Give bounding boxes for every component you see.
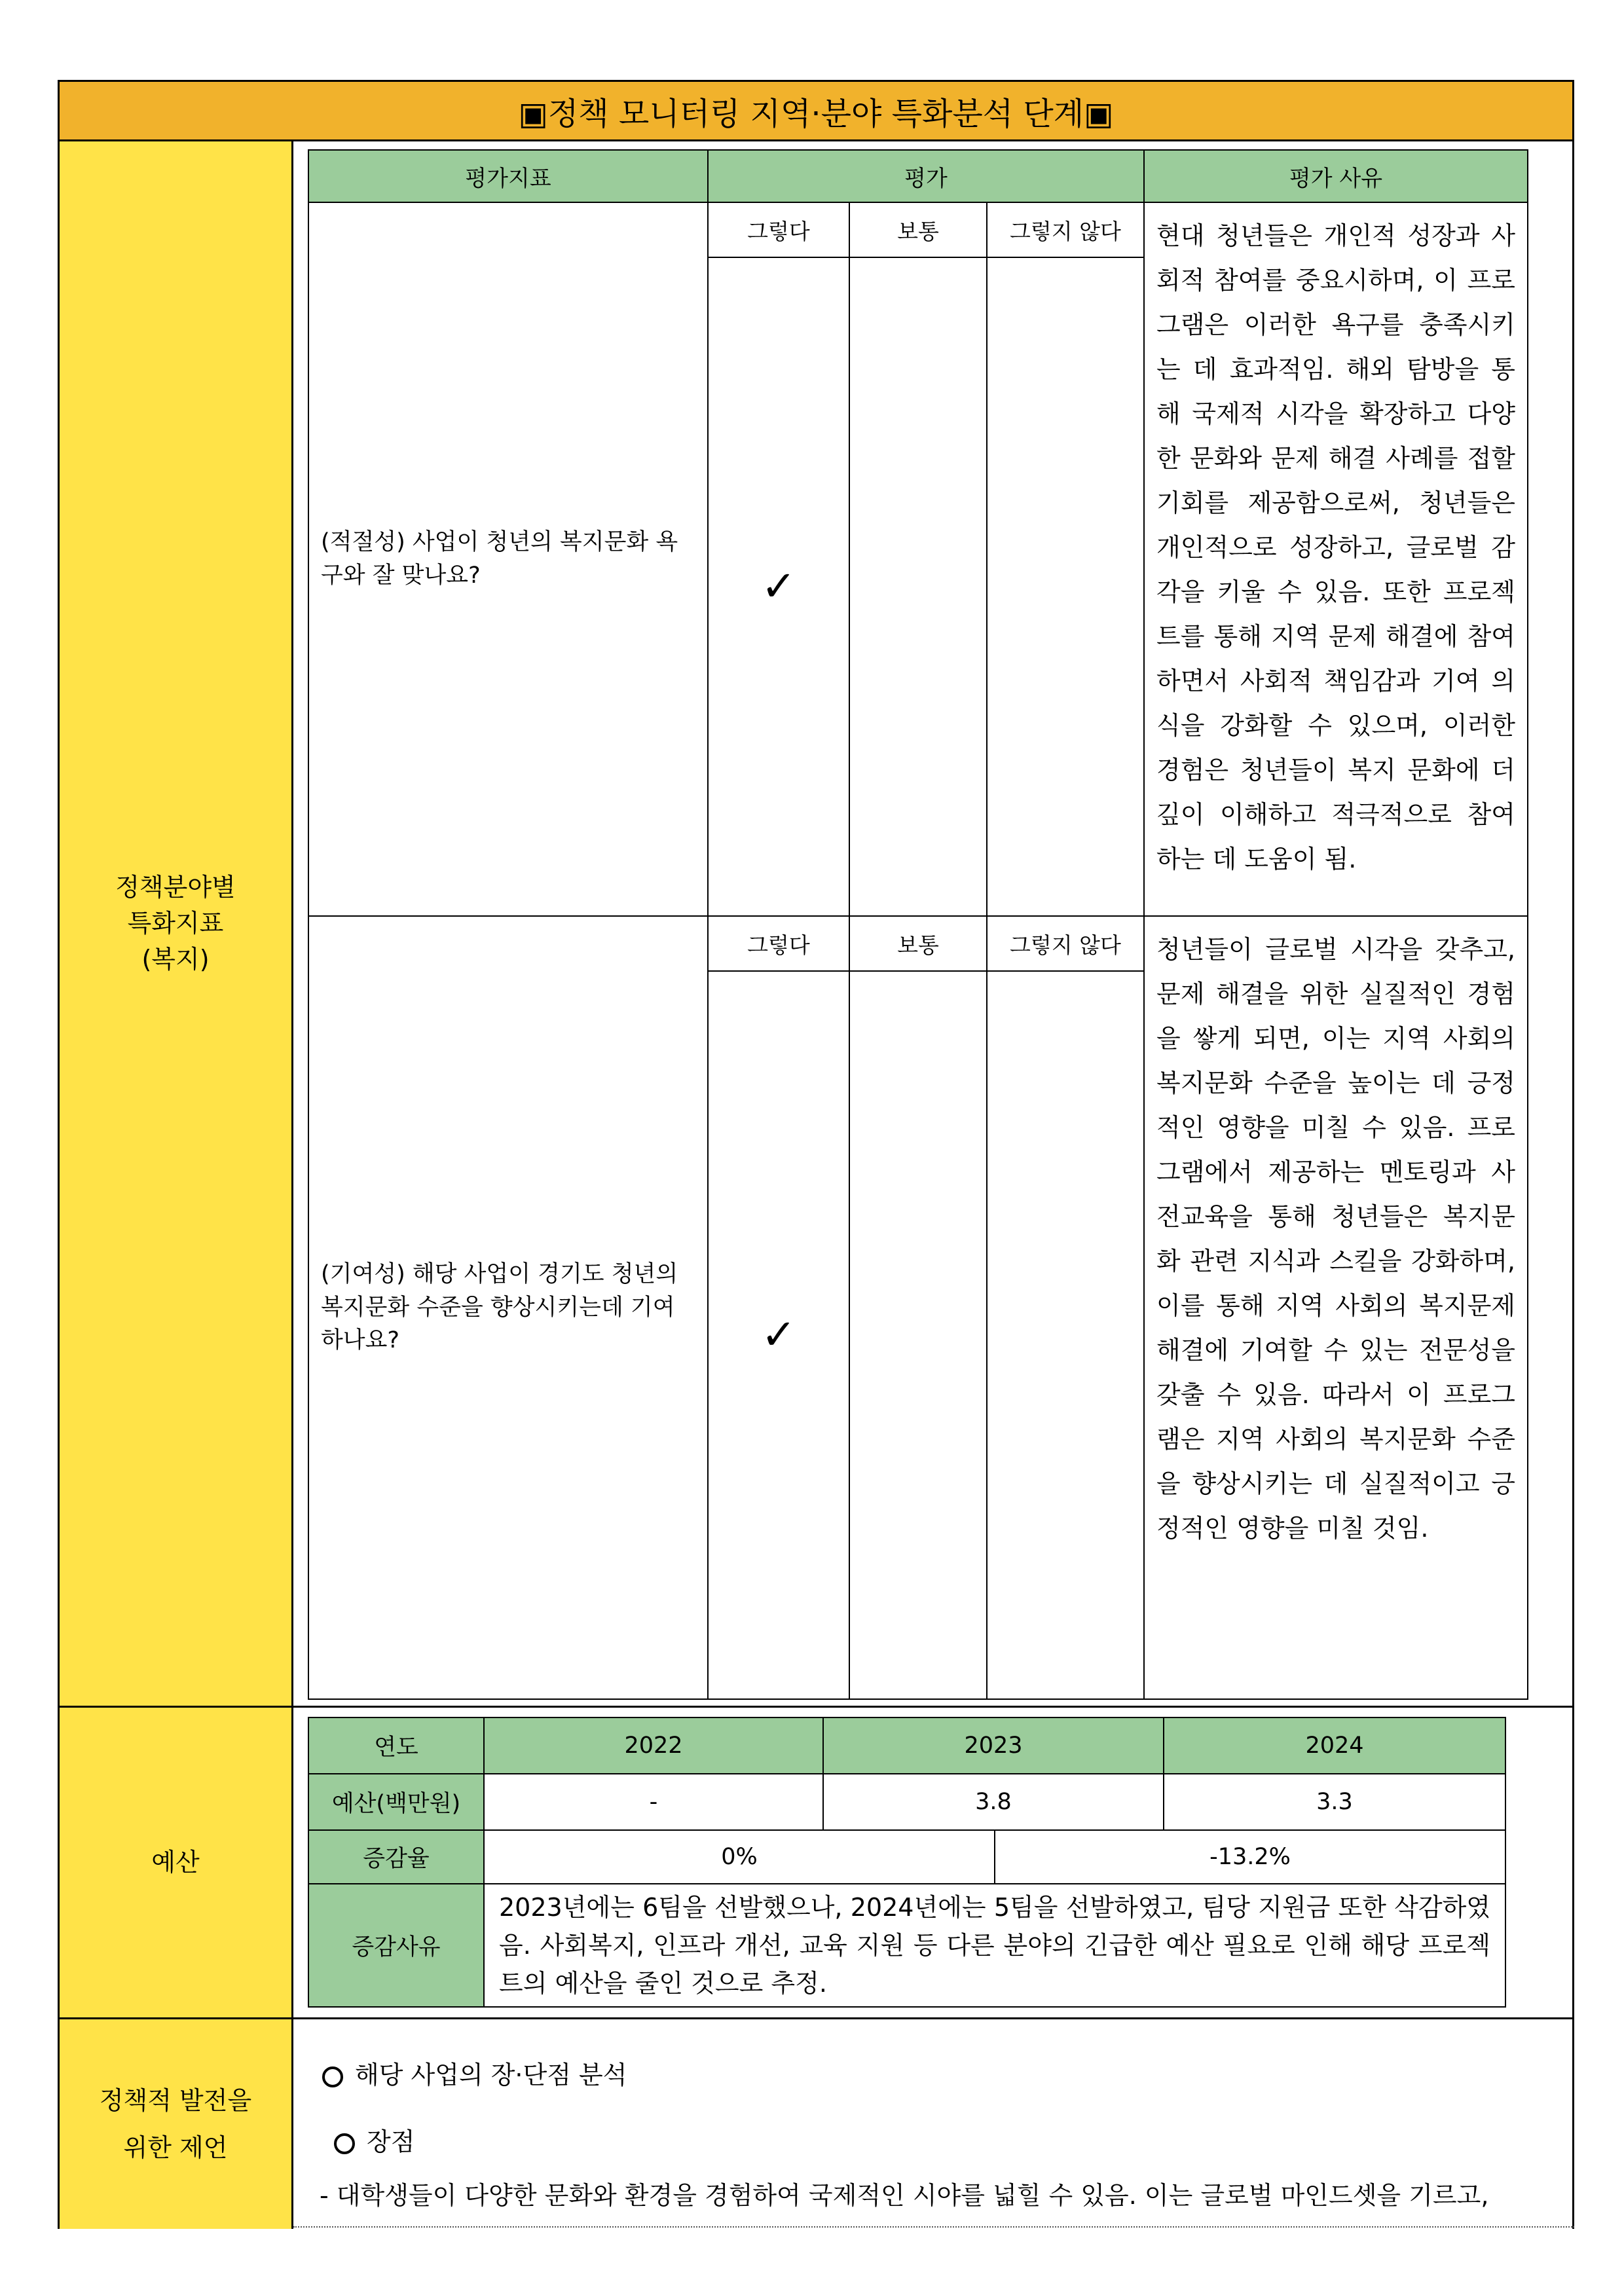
header-reason: 평가 사유 — [1143, 149, 1528, 203]
proposal-label-line: 정책적 발전을 — [99, 2085, 252, 2115]
welfare-label-line: 특화지표 — [127, 908, 224, 938]
rating-option-yes: 그렇다 — [707, 202, 850, 258]
analysis-heading-text: 해당 사업의 장·단점 분석 — [355, 2061, 627, 2089]
budget-section-label: 예산 — [58, 1708, 293, 2019]
proposal-label-line: 위한 제언 — [123, 2133, 228, 2162]
circle-bullet-icon — [322, 2066, 343, 2087]
checkbox-no[interactable] — [986, 257, 1145, 917]
strengths-heading-text: 장점 — [367, 2127, 415, 2156]
page-break-line — [293, 2226, 1574, 2228]
strengths-heading — [334, 2121, 415, 2157]
reason-contribution: 청년들이 글로벌 시각을 갖추고, 문제 해결을 위한 실질적인 경험을 쌓게 되면, 이는 지역 사회의 복지문화 수준을 높이는 데 긍정적인 영향을 미칠 수 있음. 프로그램에서 제공하는 멘토링과 사전교육을 통해 청년들은 복지문화 관련 지식과 스킬을 강화하며, 이를 통해 지역 사회의 복지문제 해결에 기여할 수 있는 전문성을 갖출 수 있음. 따라서 이 프로그램은 지역 사회의 복지문화 수준을 향상시키는 데 실질적이고 긍정적인 영향을 미칠 것임. — [1143, 915, 1528, 1700]
rating-option-no: 그렇지 않다 — [986, 915, 1145, 972]
welfare-label-line: 정책분야별 — [115, 872, 236, 902]
checkmark-icon: ✓ — [761, 562, 796, 611]
budget-2024: 3.3 — [1163, 1773, 1506, 1831]
rate-label: 증감율 — [308, 1829, 485, 1884]
budget-label: 예산(백만원) — [308, 1773, 485, 1831]
checkbox-yes[interactable] — [707, 257, 850, 917]
proposal-section-label — [58, 2019, 293, 2229]
reason-label: 증감사유 — [308, 1883, 485, 2008]
budget-change-reason: 2023년에는 6팀을 선발했으나, 2024년에는 5팀을 선발하였고, 팀당 지원금 또한 삭감하였음. 사회복지, 인프라 개선, 교육 지원 등 다른 분야의 긴급한 예산 필요로 인해 해당 프로젝트의 예산을 줄인 것으로 추정. — [483, 1883, 1506, 2008]
year-header: 연도 — [308, 1717, 485, 1774]
rate-2024: -13.2% — [994, 1829, 1506, 1884]
checkbox-yes[interactable] — [707, 970, 850, 1700]
rate-2023: 0% — [483, 1829, 995, 1884]
circle-bullet-icon — [334, 2133, 355, 2154]
rating-option-yes: 그렇다 — [707, 915, 850, 972]
budget-2023: 3.8 — [822, 1773, 1164, 1831]
question-contribution: (기여성) 해당 사업이 경기도 청년의 복지문화 수준을 향상시키는데 기여하나요? — [308, 915, 709, 1700]
rating-option-neutral: 보통 — [849, 202, 987, 258]
checkbox-neutral[interactable] — [849, 257, 987, 917]
header-evaluation: 평가 — [707, 149, 1145, 203]
year-2023: 2023 — [822, 1717, 1164, 1774]
year-2022: 2022 — [483, 1717, 824, 1774]
checkbox-neutral[interactable] — [849, 970, 987, 1700]
checkmark-icon: ✓ — [761, 1311, 796, 1359]
page-title: ▣정책 모니터링 지역·분야 특화분석 단계▣ — [58, 80, 1574, 141]
rating-option-no: 그렇지 않다 — [986, 202, 1145, 258]
budget-2022: - — [483, 1773, 824, 1831]
welfare-label-line: (복지) — [141, 945, 210, 974]
header-indicator: 평가지표 — [308, 149, 709, 203]
year-2024: 2024 — [1163, 1717, 1506, 1774]
analysis-heading — [322, 2055, 627, 2091]
question-suitability: (적절성) 사업이 청년의 복지문화 욕구와 잘 맞나요? — [308, 202, 709, 917]
strength-bullet: - 대학생들이 다양한 문화와 환경을 경험하여 국제적인 시야를 넓힐 수 있음. 이는 글로벌 마인드셋을 기르고, — [320, 2181, 1489, 2210]
reason-suitability: 현대 청년들은 개인적 성장과 사회적 참여를 중요시하며, 이 프로그램은 이러한 욕구를 충족시키는 데 효과적임. 해외 탐방을 통해 국제적 시각을 확장하고 다양한 문화와 문제 해결 사례를 접할 기회를 제공함으로써, 청년들은 개인적으로 성장하고, 글로벌 감각을 키울 수 있음. 또한 프로젝트를 통해 지역 문제 해결에 참여하면서 사회적 책임감과 기여 의식을 강화할 수 있으며, 이러한 경험은 청년들이 복지 문화에 더 깊이 이해하고 적극적으로 참여하는 데 도움이 됨. — [1143, 202, 1528, 917]
welfare-section-label — [58, 141, 293, 1708]
rating-option-neutral: 보통 — [849, 915, 987, 972]
checkbox-no[interactable] — [986, 970, 1145, 1700]
